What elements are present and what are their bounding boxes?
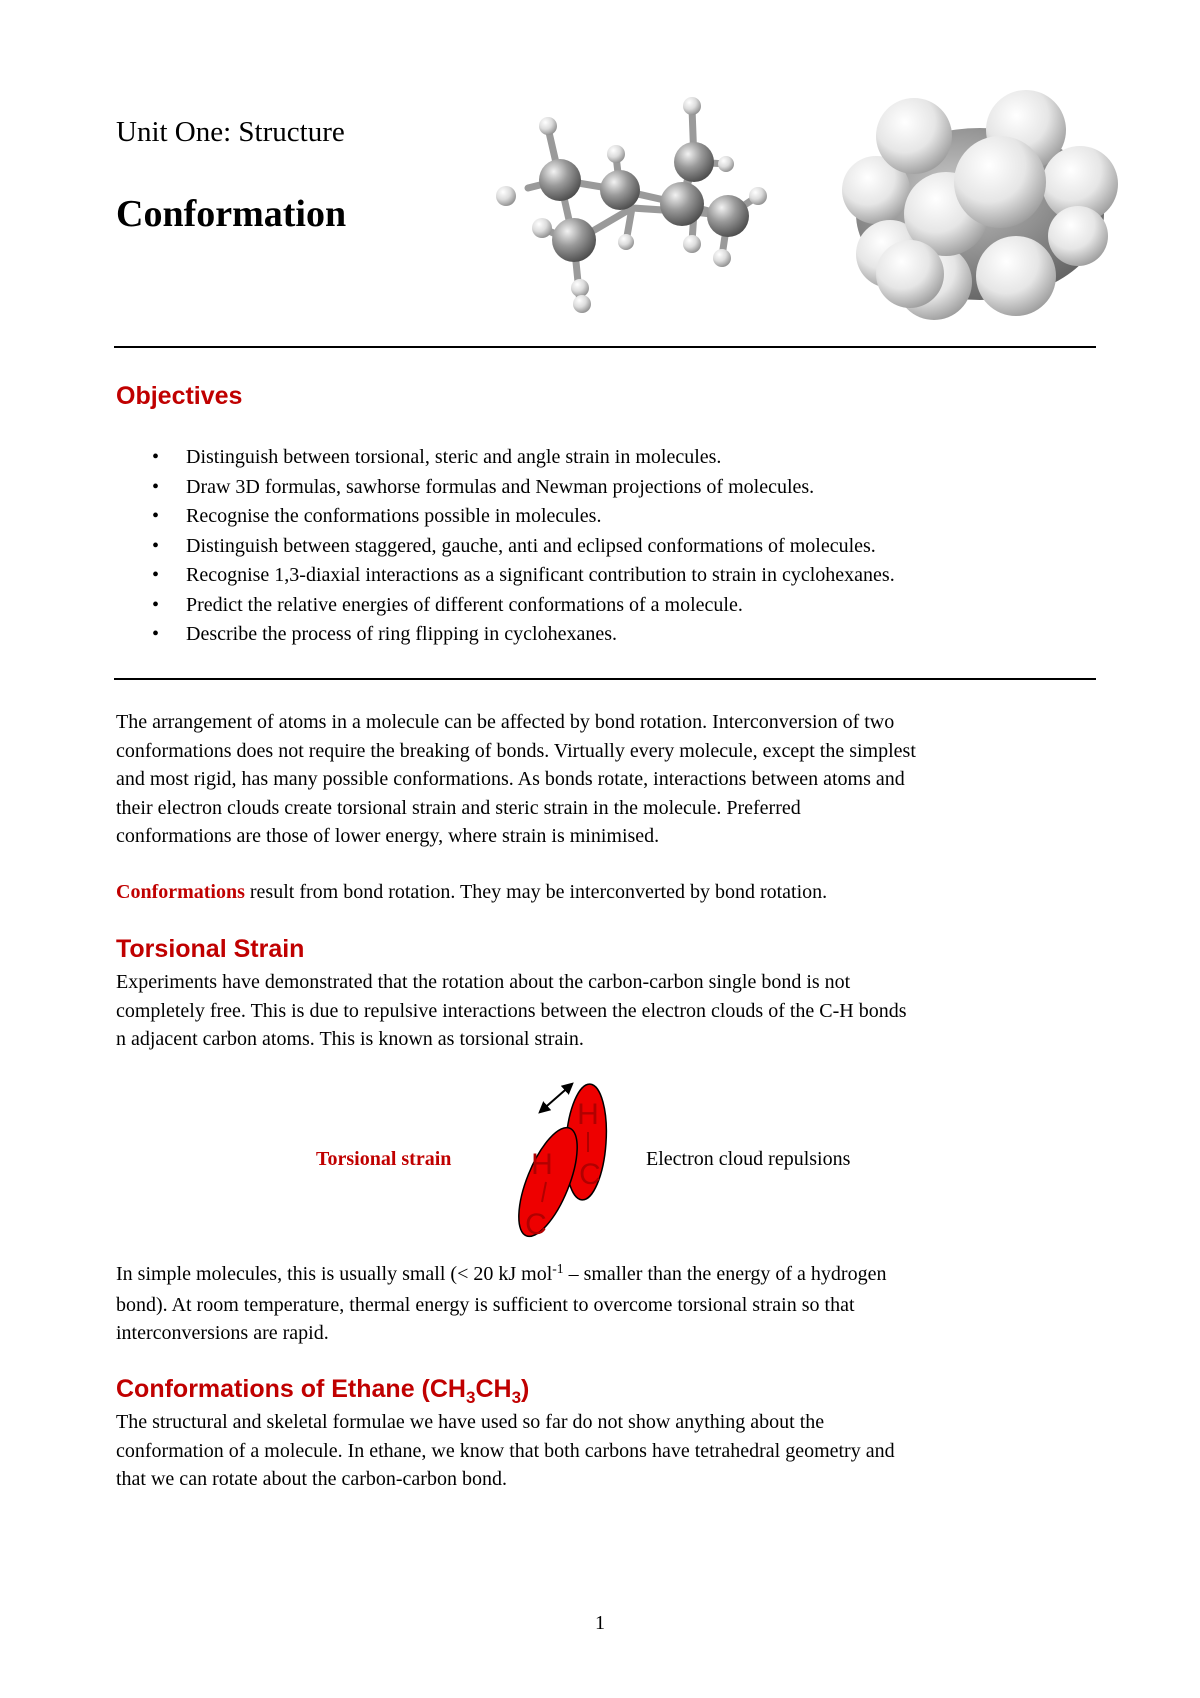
atom-label-c: C — [579, 1158, 601, 1191]
ethane-heading: Conformations of Ethane $(CH_3CH_3)$ — [116, 1375, 530, 1407]
superscript: -1 — [552, 1260, 564, 1276]
list-item: • Recognise the conformations possible in molecules. — [152, 505, 602, 527]
page-title: Conformation — [116, 193, 347, 235]
objectives-heading: Objectives — [116, 382, 243, 410]
repulsion-arrow — [540, 1084, 572, 1112]
page-number: 1 — [595, 1612, 605, 1634]
text-line: conformations does not require the breaking of bonds. Virtually every molecule, except the simplest — [116, 739, 916, 762]
text-line: completely free. This is due to repulsive interactions between the electron clouds of the C-H bonds — [116, 999, 907, 1022]
text-line: bond). At room temperature, thermal energy is sufficient to overcome torsional strain so that — [116, 1293, 855, 1316]
list-item: • Distinguish between torsional, steric and angle strain in molecules. — [152, 446, 722, 468]
text-line: The arrangement of atoms in a molecule can be affected by bond rotation. Interconversion of two — [116, 711, 895, 733]
text-line: their electron clouds create torsional strain and steric strain in the molecule. Preferred — [116, 796, 801, 819]
text-line: Experiments have demonstrated that the rotation about the carbon-carbon single bond is not — [116, 971, 851, 993]
torsional-energy-paragraph — [116, 1260, 1096, 1348]
defined-term: Conformations — [116, 881, 245, 903]
figure-label-electron-cloud: Electron cloud repulsions — [646, 1148, 851, 1170]
text-line: conformation of a molecule. In ethane, we know that both carbons have tetrahedral geometry and — [116, 1439, 895, 1462]
text-line: The structural and skeletal formulae we have used so far do not show anything about the — [116, 1411, 825, 1433]
unit-title: Unit One: Structure — [116, 116, 345, 148]
text-line: In simple molecules, this is usually small (< 20 kJ mol$^{-1}$ – smaller than the energy of a hydrogen — [116, 1260, 887, 1285]
atom-label-c: C — [525, 1208, 547, 1241]
torsional-paragraph — [116, 968, 1096, 1054]
text-line: and most rigid, has many possible conformations. As bonds rotate, interactions between atoms and — [116, 768, 905, 791]
torsional-strain-heading: Torsional Strain — [116, 935, 305, 963]
atom-label-h: H — [531, 1148, 553, 1181]
space-filling-model-image — [830, 86, 1130, 326]
intro-paragraph — [116, 708, 1096, 851]
conformations-definition — [116, 878, 1096, 907]
objectives-list — [146, 443, 1076, 650]
electron-cloud-figure — [506, 1074, 636, 1244]
list-item: • Distinguish between staggered, gauche, anti and eclipsed conformations of molecules. — [152, 534, 876, 557]
definition-text: result from bond rotation. They may be interconverted by bond rotation. — [244, 881, 828, 903]
objectives-divider — [114, 678, 1096, 680]
list-item: • Describe the process of ring flipping in cyclohexanes. — [152, 623, 617, 645]
ball-and-stick-model-image — [486, 92, 786, 324]
list-item: • Draw 3D formulas, sawhorse formulas and Newman projections of molecules. — [152, 475, 815, 498]
atom-label-h: H — [577, 1098, 599, 1131]
ethane-paragraph — [116, 1408, 1096, 1494]
figure-label-torsional-strain: Torsional strain — [316, 1148, 452, 1170]
list-item: • Predict the relative energies of different conformations of a molecule. — [152, 593, 743, 616]
text-line: n adjacent carbon atoms. This is known as torsional strain. — [116, 1028, 584, 1051]
text-line: interconversions are rapid. — [116, 1322, 329, 1345]
list-item: • Recognise 1,3-diaxial interactions as a significant contribution to strain in cyclohexanes. — [152, 564, 895, 586]
text-line: conformations are those of lower energy, where strain is minimised. — [116, 825, 660, 848]
text-line: that we can rotate about the carbon-carbon bond. — [116, 1468, 507, 1491]
header-divider — [114, 346, 1096, 348]
